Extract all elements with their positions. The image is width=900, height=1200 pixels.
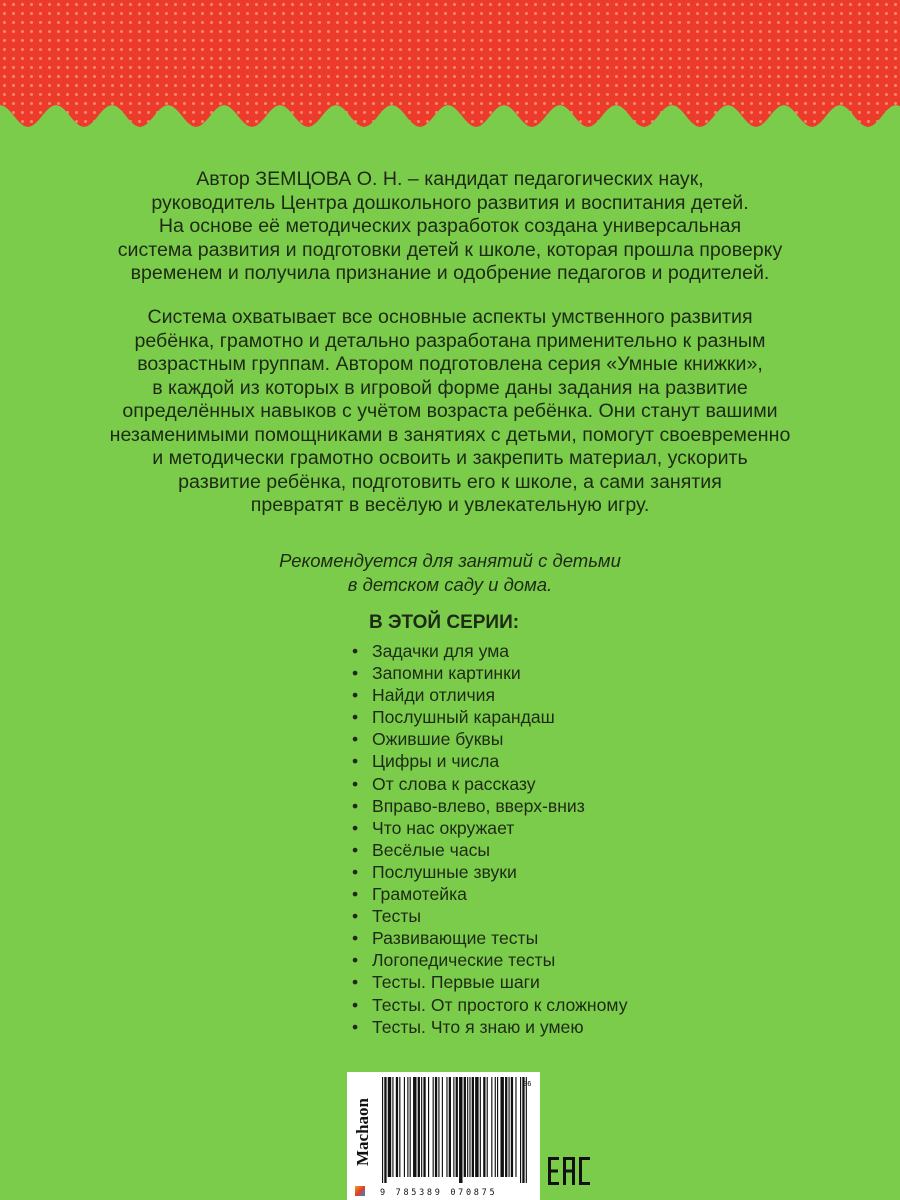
- barcode-bar: [491, 1077, 492, 1177]
- barcode-bar: [487, 1077, 488, 1177]
- series-item: • Развивающие тесты: [352, 927, 628, 949]
- barcode-bar: [413, 1077, 416, 1177]
- barcode-bar: [438, 1077, 439, 1177]
- wavy-border: [0, 68, 900, 138]
- barcode-bar: [483, 1077, 485, 1177]
- barcode-bar: [410, 1077, 411, 1177]
- eac-certification-mark: [548, 1157, 592, 1185]
- barcode-bar: [453, 1077, 454, 1177]
- barcode-bar: [509, 1077, 510, 1177]
- barcode-bar: [382, 1077, 383, 1183]
- publisher-logo: Machaon: [353, 1098, 372, 1166]
- barcode-bar: [384, 1077, 386, 1183]
- barcode-bar: [467, 1077, 468, 1177]
- barcode-bar: [456, 1077, 458, 1177]
- series-item: • Задачки для ума: [352, 640, 628, 662]
- barcode-bar: [472, 1077, 474, 1177]
- series-item: • Тесты. Первые шаги: [352, 971, 628, 993]
- barcode-bar: [505, 1077, 507, 1177]
- series-item: • Тесты. От простого к сложному: [352, 994, 628, 1016]
- barcode-bar: [418, 1077, 420, 1177]
- system-line: превратят в весёлую и увлекательную игру.: [250, 494, 650, 516]
- barcode-bar: [480, 1077, 481, 1177]
- author-line: руководитель Центра дошкольного развития и воспитания детей.: [151, 191, 749, 214]
- recommendation-line: Рекомендуется для занятий с детьми: [279, 550, 621, 571]
- series-title: В ЭТОЙ СЕРИИ:: [369, 612, 520, 633]
- barcode-bar: [435, 1077, 437, 1177]
- barcode-bar: [475, 1077, 478, 1177]
- system-line: незаменимыми помощниками в занятиях с детьми, помогут своевременно: [109, 423, 791, 446]
- system-line: развитие ребёнка, подготовить его к школе, а сами занятия: [178, 470, 722, 493]
- series-item: • Что нас окружает: [352, 817, 628, 839]
- barcode-bar: [449, 1077, 451, 1177]
- barcode-bar: [500, 1077, 503, 1177]
- series-item: • Послушный карандаш: [352, 706, 628, 728]
- barcode-addon: 06: [523, 1080, 532, 1088]
- author-line: На основе её методических разработок создана универсальная: [158, 215, 742, 237]
- barcode-bar: [469, 1077, 470, 1177]
- series-item: • От слова к рассказу: [352, 773, 628, 795]
- series-item: • Запомни картинки: [352, 662, 628, 684]
- barcode-bar: [442, 1077, 443, 1177]
- barcode-bar: [428, 1077, 429, 1177]
- author-line: Автор ЗЕМЦОВА О. Н. – кандидат педагогических наук,: [196, 168, 704, 190]
- series-item: • Тесты: [352, 905, 628, 927]
- barcode-bar: [404, 1077, 405, 1177]
- series-item: • Найди отличия: [352, 684, 628, 706]
- wave-shape: [0, 68, 900, 138]
- publisher-logo-icon: [355, 1186, 365, 1196]
- series-list: [352, 640, 628, 1038]
- barcode-bar: [464, 1077, 466, 1177]
- author-line: система развития и подготовки детей к школе, которая прошла проверку: [117, 238, 783, 261]
- series-item: • Грамотейка: [352, 883, 628, 905]
- system-paragraph: [0, 306, 900, 518]
- series-item: • Весёлые часы: [352, 839, 628, 861]
- barcode-bar: [497, 1077, 498, 1177]
- barcode-bar: [522, 1077, 524, 1183]
- system-line: возрастным группам. Автором подготовлена серия «Умные книжки»,: [137, 353, 763, 375]
- barcode: [380, 1077, 530, 1183]
- barcode-bar: [388, 1077, 391, 1177]
- system-line: ребёнка, грамотно и детально разработана применительно к разным: [134, 329, 766, 352]
- series-item: • Логопедические тесты: [352, 949, 628, 971]
- barcode-digits: 9 785389 070875: [380, 1188, 498, 1198]
- barcode-bar: [446, 1077, 447, 1177]
- series-item: • Ожившие буквы: [352, 728, 628, 750]
- system-line: и методически грамотно освоить и закрепить материал, ускорить: [152, 447, 748, 469]
- barcode-bar: [407, 1077, 408, 1177]
- barcode-bar: [396, 1077, 398, 1177]
- series-item: • Тесты. Что я знаю и умею: [352, 1016, 628, 1038]
- barcode-bar: [495, 1077, 496, 1177]
- barcode-bar: [515, 1077, 516, 1177]
- barcode-bar: [520, 1077, 521, 1183]
- barcode-bar: [423, 1077, 425, 1177]
- barcode-bar: [421, 1077, 422, 1177]
- barcode-bar: [433, 1077, 434, 1177]
- barcode-bar: [511, 1077, 513, 1177]
- barcode-bar: [392, 1077, 393, 1177]
- barcode-bar: [459, 1077, 462, 1183]
- barcode-bar: [399, 1077, 400, 1177]
- system-line: в каждой из которых в игровой форме даны задания на развитие: [152, 376, 748, 399]
- barcode-bar: [526, 1077, 527, 1183]
- series-item: • Послушные звуки: [352, 861, 628, 883]
- series-item: • Вправо-влево, вверх-вниз: [352, 795, 628, 817]
- series-item: • Цифры и числа: [352, 750, 628, 772]
- author-line: временем и получила признание и одобрение педагогов и родителей.: [130, 262, 770, 284]
- author-paragraph: [0, 168, 900, 286]
- recommendation-line: в детском саду и дома.: [347, 573, 553, 595]
- system-line: Система охватывает все основные аспекты умственного развития: [147, 306, 753, 328]
- recommendation: [0, 549, 900, 596]
- system-line: определённых навыков с учётом возраста ребёнка. Они станут вашими: [122, 400, 778, 422]
